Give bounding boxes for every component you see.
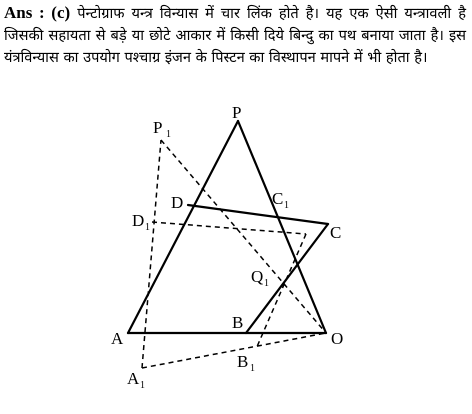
label-B1-sub: 1 [250, 363, 255, 374]
label-A1: A [127, 369, 140, 388]
label-D: D [171, 193, 184, 212]
label-C1: C [272, 189, 284, 208]
answer-text: पेन्टोग्राफ यन्त्र विन्यास में चार लिंक होते है। यह एक ऐसी यन्त्रावली है जिसकी सहायता से बड़े या छोटे आकार में किसी दिये बिन्दु का पथ बनाया जाता है। इस यंत्रविन्यास का उपयोग पश्चाग्र इंजन के पिस्टन का विस्थापन मापने में भी होता है। [4, 5, 466, 66]
label-D1-sub: 1 [145, 222, 150, 233]
link-A1-O [142, 333, 326, 368]
label-D1: D [132, 211, 145, 230]
label-C: C [330, 223, 342, 242]
label-P1-sub: 1 [166, 129, 171, 140]
label-B: B [232, 313, 244, 332]
link-D-C [188, 205, 328, 224]
label-Q1: Q [251, 267, 264, 286]
link-P1-O [161, 140, 326, 333]
answer-prefix: Ans : (c) [4, 3, 71, 22]
link-P-O [238, 121, 326, 333]
label-Q1-sub: 1 [264, 278, 269, 289]
label-P: P [232, 103, 242, 122]
link-C1-B1 [256, 234, 306, 349]
label-A: A [111, 329, 124, 348]
label-C1-sub: 1 [284, 200, 289, 211]
label-A1-sub: 1 [140, 380, 145, 391]
label-B1: B [237, 352, 249, 371]
label-O: O [331, 329, 344, 348]
label-P1: P [153, 118, 163, 137]
